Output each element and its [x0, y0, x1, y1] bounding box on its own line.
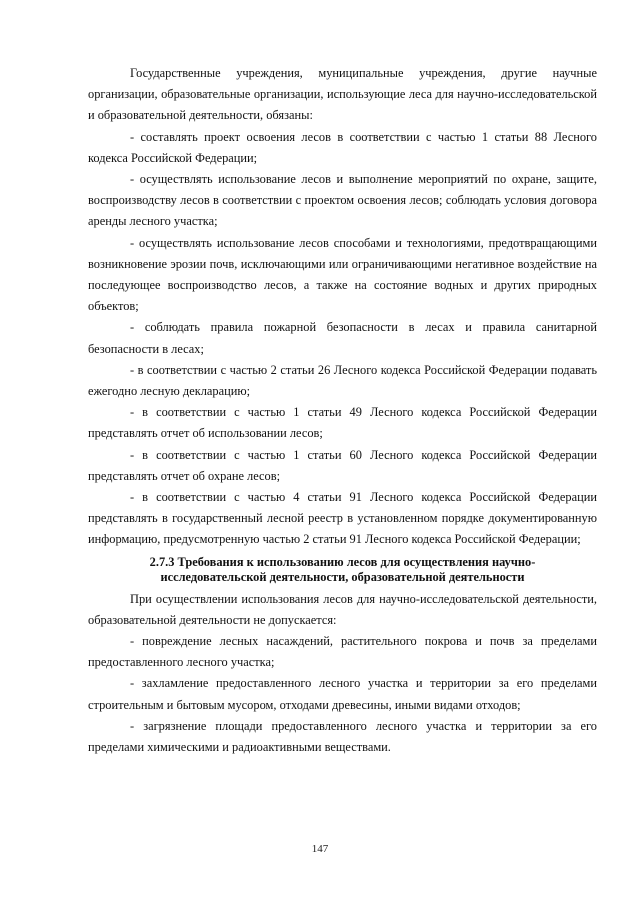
paragraph-item: - повреждение лесных насаждений, растительного покрова и почв за пределами предоставленного лесного участка;: [88, 634, 597, 670]
section-heading-line-2: исследовательской деятельности, образовательной деятельности: [160, 569, 525, 584]
paragraph-item: - в соответствии с частью 1 статьи 49 Лесного кодекса Российской Федерации представлять отчет об использовании лесов;: [88, 405, 597, 441]
section-heading-line-1: 2.7.3 Требования к использованию лесов для осуществления научно-: [149, 554, 536, 569]
paragraph-item: - соблюдать правила пожарной безопасности в лесах и правила санитарной безопасности в лесах;: [88, 320, 597, 356]
page-body: [88, 63, 597, 758]
paragraph-item: - осуществлять использование лесов способами и технологиями, предотвращающими возникновение эрозии почв, исключающими или ограничивающими негативное воздействие на последующее воспроизводство лесов, а также на состояние водных и других природных объектов;: [88, 235, 597, 314]
paragraph-intro: При осуществлении использования лесов для научно-исследовательской деятельности, образовательной деятельности не допускается:: [88, 591, 597, 627]
page-number: 147: [311, 843, 329, 855]
paragraph-item: - в соответствии с частью 4 статьи 91 Лесного кодекса Российской Федерации представлять в государственный лесной реестр в установленном порядке документированную информацию, предусмотренную частью 2 статьи 91 Лесного кодекса Российской Федерации;: [88, 490, 597, 547]
paragraph-item: - в соответствии с частью 2 статьи 26 Лесного кодекса Российской Федерации подавать ежегодно лесную декларацию;: [88, 362, 597, 399]
paragraph-item: - осуществлять использование лесов и выполнение мероприятий по охране, защите, воспроизводству лесов в соответствии с проектом освоения лесов; соблюдать условия договора аренды лесного участка;: [88, 172, 597, 229]
paragraph-intro: Государственные учреждения, муниципальные учреждения, другие научные организации, образовательные организации, использующие леса для научно-исследовательской и образовательной деятельности, обязаны:: [88, 66, 597, 123]
paragraph-item: - в соответствии с частью 1 статьи 60 Лесного кодекса Российской Федерации представлять отчет об охране лесов;: [88, 447, 597, 483]
paragraph-item: - составлять проект освоения лесов в соответствии с частью 1 статьи 88 Лесного кодекса Российской Федерации;: [88, 129, 597, 165]
paragraph-item: - загрязнение площади предоставленного лесного участка и территории за его пределами химическими и радиоактивными веществами.: [88, 718, 597, 755]
paragraph-item: - захламление предоставленного лесного участка и территории за его пределами строительным и бытовым мусором, отходами древесины, иными видами отходов;: [88, 676, 597, 712]
section-heading: [88, 555, 597, 585]
